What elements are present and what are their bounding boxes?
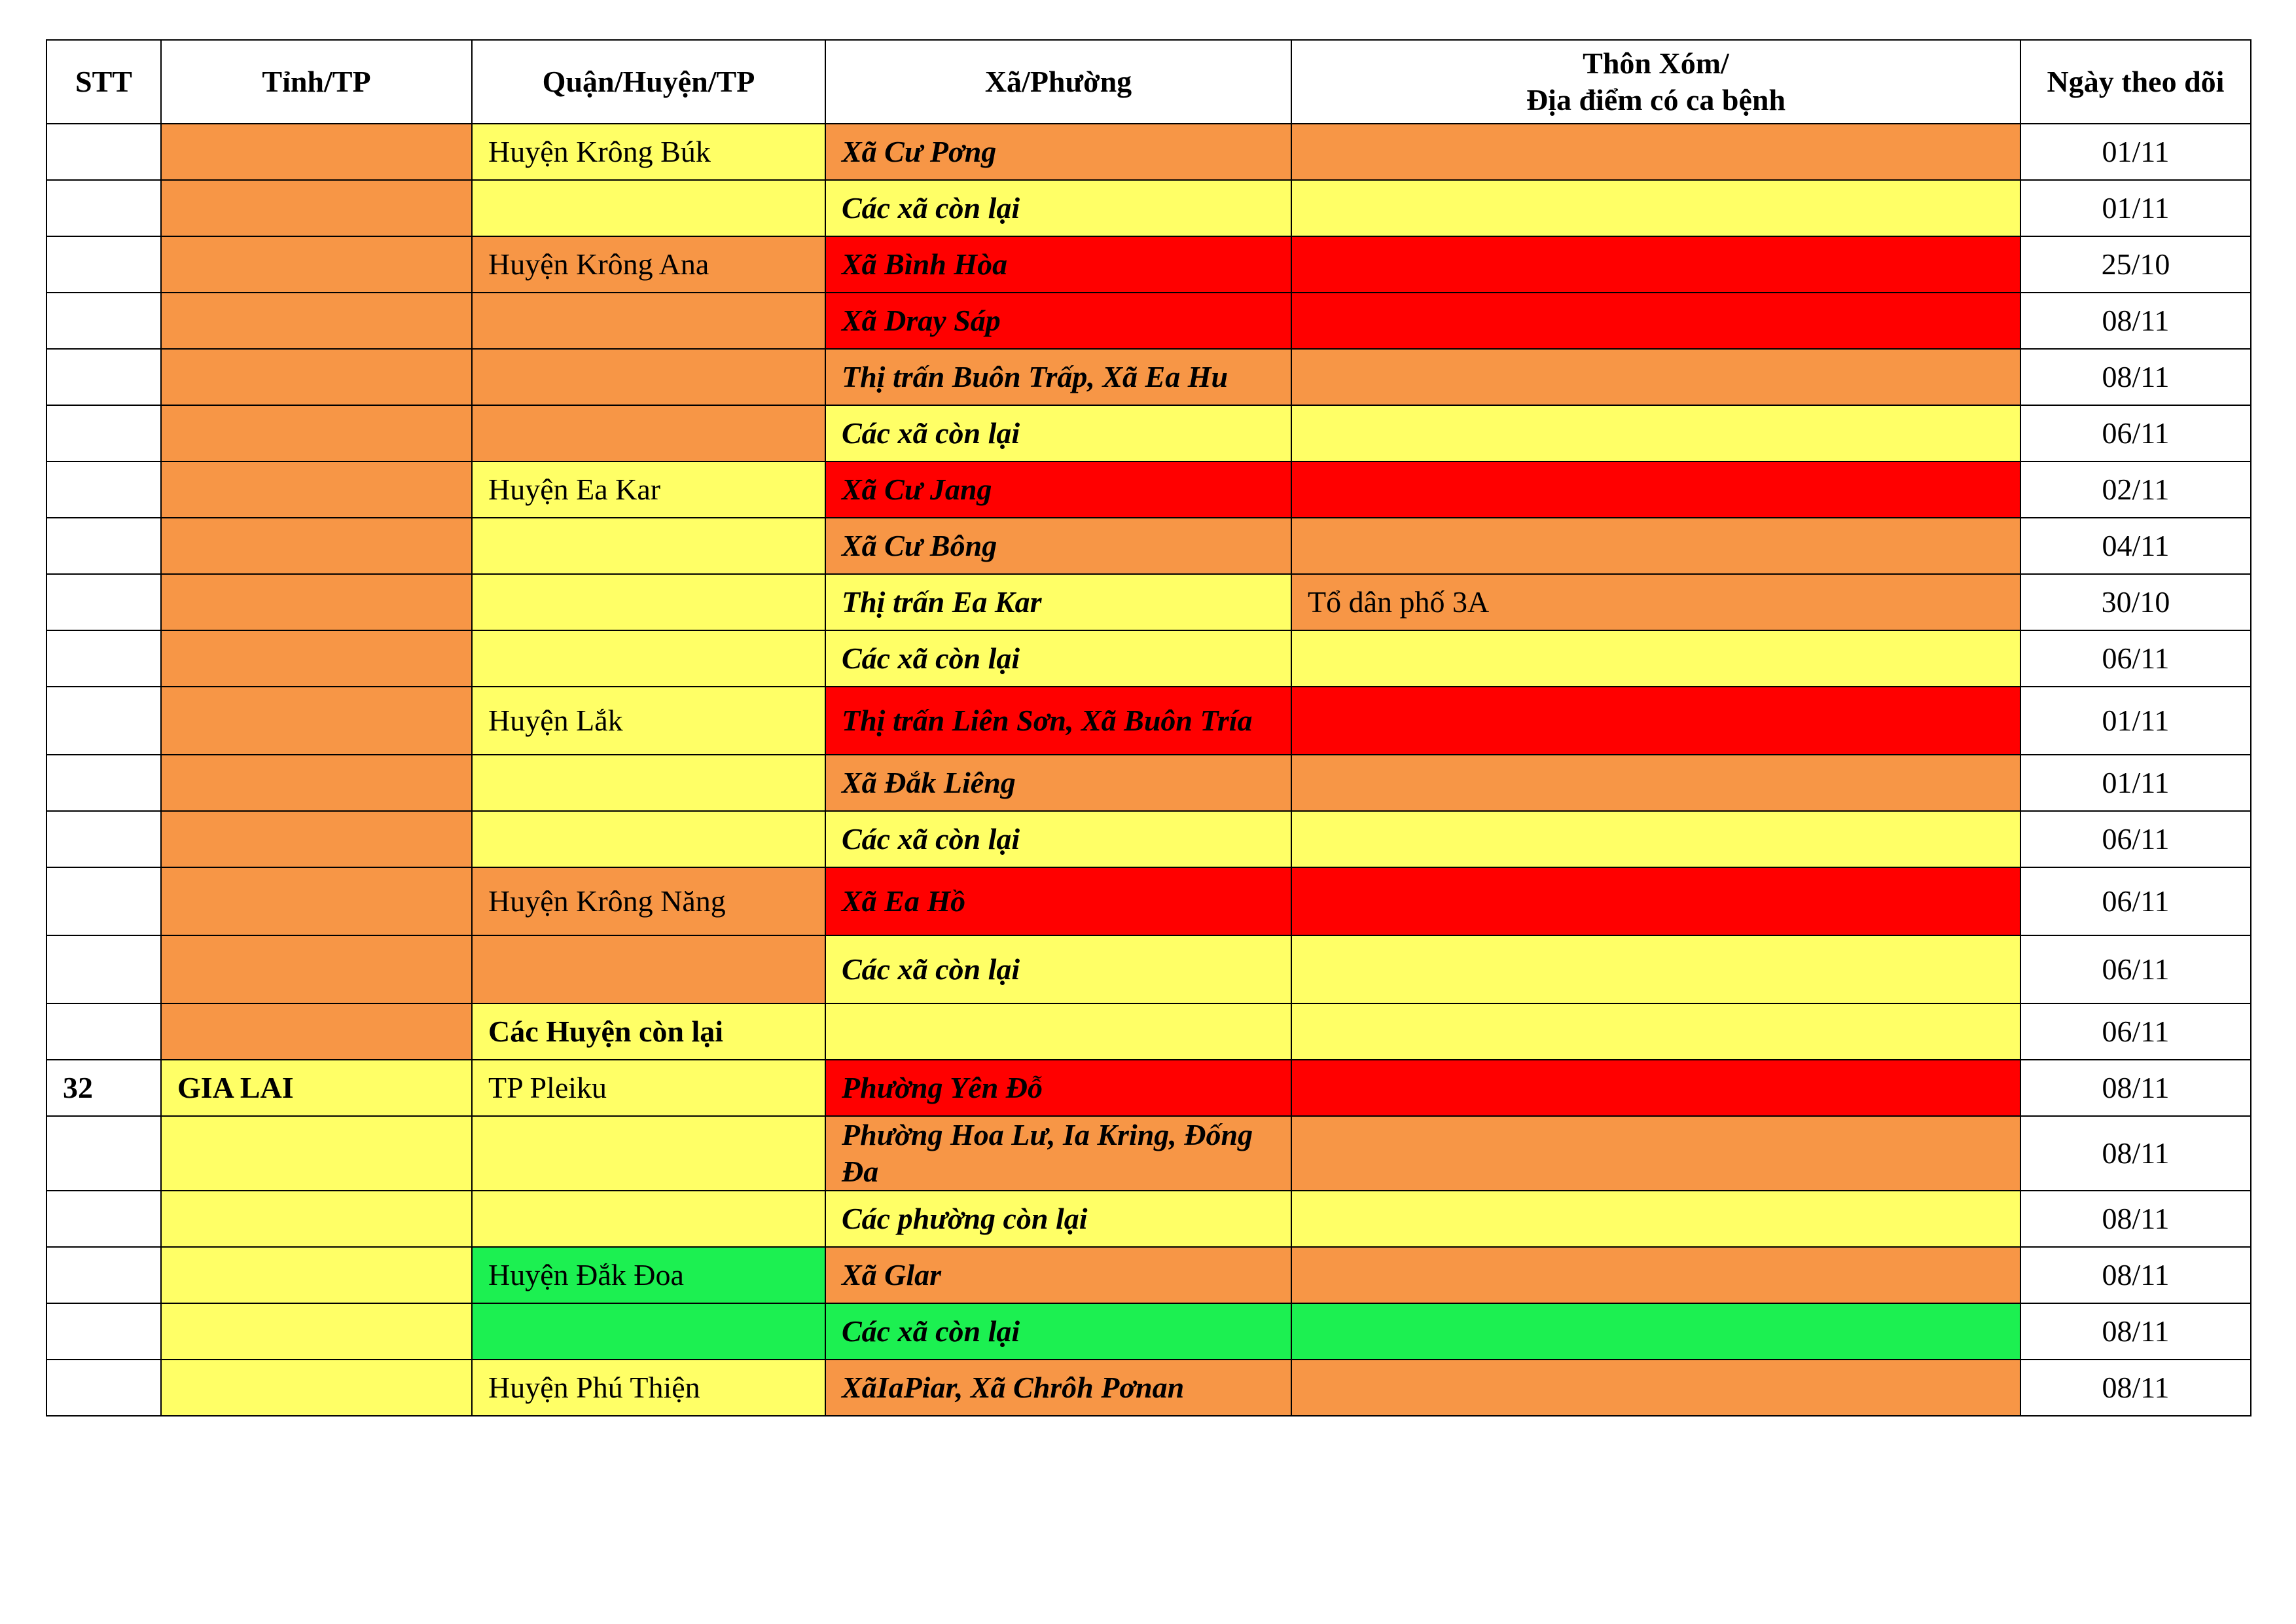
cell-date: 06/11 <box>2020 630 2251 687</box>
cell-district: Huyện Lắk <box>472 687 825 755</box>
cell-province <box>161 574 472 630</box>
cell-district <box>472 630 825 687</box>
cell-district: Các Huyện còn lại <box>472 1003 825 1060</box>
cell-province <box>161 755 472 811</box>
cell-district: Huyện Đắk Đoa <box>472 1247 825 1303</box>
cell-date: 01/11 <box>2020 124 2251 180</box>
cell-province <box>161 811 472 867</box>
table-row <box>46 180 2251 236</box>
table-row <box>46 867 2251 935</box>
cell-village <box>1291 867 2020 935</box>
header-province: Tỉnh/TP <box>161 40 472 124</box>
cell-stt <box>46 236 161 293</box>
cell-ward: Thị trấn Buôn Trấp, Xã Ea Hu <box>825 349 1291 405</box>
table-row <box>46 405 2251 461</box>
cell-district <box>472 1303 825 1360</box>
cell-district <box>472 811 825 867</box>
cell-ward: Xã Cư Jang <box>825 461 1291 518</box>
case-tracking-table <box>46 39 2251 1416</box>
cell-village <box>1291 349 2020 405</box>
cell-district <box>472 405 825 461</box>
cell-date: 01/11 <box>2020 755 2251 811</box>
cell-ward: Phường Hoa Lư, Ia Kring, Đống Đa <box>825 1116 1291 1191</box>
cell-province <box>161 518 472 574</box>
cell-province <box>161 180 472 236</box>
cell-district <box>472 518 825 574</box>
cell-ward: Các xã còn lại <box>825 811 1291 867</box>
cell-stt <box>46 687 161 755</box>
cell-stt <box>46 1247 161 1303</box>
cell-stt <box>46 124 161 180</box>
cell-date: 30/10 <box>2020 574 2251 630</box>
cell-province <box>161 630 472 687</box>
cell-ward: Xã Ea Hồ <box>825 867 1291 935</box>
cell-ward: Phường Yên Đỗ <box>825 1060 1291 1116</box>
cell-district <box>472 349 825 405</box>
cell-stt <box>46 1191 161 1247</box>
cell-date: 06/11 <box>2020 405 2251 461</box>
cell-province: GIA LAI <box>161 1060 472 1116</box>
cell-province <box>161 1360 472 1416</box>
cell-date: 04/11 <box>2020 518 2251 574</box>
cell-district <box>472 1116 825 1191</box>
cell-ward: Các xã còn lại <box>825 630 1291 687</box>
cell-stt <box>46 349 161 405</box>
table-row <box>46 935 2251 1003</box>
header-district: Quận/Huyện/TP <box>472 40 825 124</box>
cell-district: Huyện Phú Thiện <box>472 1360 825 1416</box>
cell-ward: Xã Cư Bông <box>825 518 1291 574</box>
cell-ward: Xã Dray Sáp <box>825 293 1291 349</box>
cell-village <box>1291 461 2020 518</box>
cell-village <box>1291 687 2020 755</box>
header-date: Ngày theo dõi <box>2020 40 2251 124</box>
cell-date: 08/11 <box>2020 293 2251 349</box>
cell-stt <box>46 405 161 461</box>
cell-date: 08/11 <box>2020 349 2251 405</box>
table-row <box>46 630 2251 687</box>
cell-village <box>1291 1060 2020 1116</box>
cell-district <box>472 1191 825 1247</box>
cell-province <box>161 687 472 755</box>
cell-province <box>161 124 472 180</box>
header-row <box>46 40 2251 124</box>
table-row <box>46 236 2251 293</box>
header-village-line1: Thôn Xóm/ <box>1583 46 1729 80</box>
header-village <box>1291 40 2020 124</box>
table-row <box>46 1360 2251 1416</box>
cell-province <box>161 405 472 461</box>
table-row <box>46 811 2251 867</box>
table-row <box>46 1247 2251 1303</box>
cell-date: 06/11 <box>2020 935 2251 1003</box>
table-row <box>46 1116 2251 1191</box>
table-row <box>46 1191 2251 1247</box>
cell-ward: Thị trấn Ea Kar <box>825 574 1291 630</box>
cell-date: 01/11 <box>2020 687 2251 755</box>
cell-village <box>1291 405 2020 461</box>
cell-ward: Các xã còn lại <box>825 180 1291 236</box>
cell-district: Huyện Krông Búk <box>472 124 825 180</box>
cell-stt <box>46 867 161 935</box>
cell-date: 02/11 <box>2020 461 2251 518</box>
cell-village <box>1291 124 2020 180</box>
table-row <box>46 518 2251 574</box>
cell-province <box>161 236 472 293</box>
cell-village <box>1291 293 2020 349</box>
cell-date: 06/11 <box>2020 1003 2251 1060</box>
cell-province <box>161 349 472 405</box>
cell-ward: Các phường còn lại <box>825 1191 1291 1247</box>
cell-ward: Xã Bình Hòa <box>825 236 1291 293</box>
cell-district <box>472 180 825 236</box>
cell-district <box>472 293 825 349</box>
table-row <box>46 1303 2251 1360</box>
cell-date: 08/11 <box>2020 1247 2251 1303</box>
table-row <box>46 124 2251 180</box>
cell-village <box>1291 1191 2020 1247</box>
cell-village <box>1291 755 2020 811</box>
cell-date: 08/11 <box>2020 1191 2251 1247</box>
table-row <box>46 1060 2251 1116</box>
header-stt: STT <box>46 40 161 124</box>
cell-ward: Các xã còn lại <box>825 405 1291 461</box>
cell-province <box>161 461 472 518</box>
cell-province <box>161 867 472 935</box>
table-row <box>46 755 2251 811</box>
cell-village <box>1291 630 2020 687</box>
cell-village <box>1291 236 2020 293</box>
cell-date: 08/11 <box>2020 1060 2251 1116</box>
header-village-line2: Địa điểm có ca bệnh <box>1526 83 1786 117</box>
cell-date: 06/11 <box>2020 811 2251 867</box>
cell-stt <box>46 461 161 518</box>
table-row <box>46 293 2251 349</box>
cell-village <box>1291 518 2020 574</box>
cell-stt <box>46 1360 161 1416</box>
cell-district <box>472 574 825 630</box>
cell-stt <box>46 811 161 867</box>
cell-village <box>1291 180 2020 236</box>
cell-date: 06/11 <box>2020 867 2251 935</box>
cell-province <box>161 935 472 1003</box>
table-row <box>46 687 2251 755</box>
cell-province <box>161 1247 472 1303</box>
cell-province <box>161 1003 472 1060</box>
cell-district <box>472 755 825 811</box>
cell-date: 01/11 <box>2020 180 2251 236</box>
cell-date: 25/10 <box>2020 236 2251 293</box>
cell-village <box>1291 1360 2020 1416</box>
cell-ward: Các xã còn lại <box>825 1303 1291 1360</box>
table-row <box>46 574 2251 630</box>
cell-stt <box>46 935 161 1003</box>
cell-district: Huyện Krông Ana <box>472 236 825 293</box>
cell-village <box>1291 1116 2020 1191</box>
cell-ward: Thị trấn Liên Sơn, Xã Buôn Tría <box>825 687 1291 755</box>
cell-province <box>161 1116 472 1191</box>
cell-village <box>1291 935 2020 1003</box>
cell-district <box>472 935 825 1003</box>
cell-ward: Xã Cư Pơng <box>825 124 1291 180</box>
cell-stt <box>46 180 161 236</box>
cell-province <box>161 1303 472 1360</box>
cell-village: Tổ dân phố 3A <box>1291 574 2020 630</box>
cell-ward <box>825 1003 1291 1060</box>
cell-stt <box>46 518 161 574</box>
cell-ward: Xã Đắk Liêng <box>825 755 1291 811</box>
cell-village <box>1291 811 2020 867</box>
table-row <box>46 1003 2251 1060</box>
cell-village <box>1291 1247 2020 1303</box>
cell-stt <box>46 630 161 687</box>
cell-stt <box>46 1116 161 1191</box>
cell-stt <box>46 1303 161 1360</box>
cell-date: 08/11 <box>2020 1360 2251 1416</box>
cell-stt <box>46 574 161 630</box>
cell-ward: Các xã còn lại <box>825 935 1291 1003</box>
cell-village <box>1291 1303 2020 1360</box>
cell-district: TP Pleiku <box>472 1060 825 1116</box>
table-body <box>46 124 2251 1416</box>
header-ward: Xã/Phường <box>825 40 1291 124</box>
cell-stt <box>46 755 161 811</box>
cell-ward: Xã Glar <box>825 1247 1291 1303</box>
cell-stt <box>46 1003 161 1060</box>
cell-ward: XãIaPiar, Xã Chrôh Pơnan <box>825 1360 1291 1416</box>
cell-stt: 32 <box>46 1060 161 1116</box>
table-row <box>46 349 2251 405</box>
cell-district: Huyện Krông Năng <box>472 867 825 935</box>
cell-date: 08/11 <box>2020 1116 2251 1191</box>
table-row <box>46 461 2251 518</box>
cell-stt <box>46 293 161 349</box>
cell-province <box>161 1191 472 1247</box>
cell-village <box>1291 1003 2020 1060</box>
cell-date: 08/11 <box>2020 1303 2251 1360</box>
cell-district: Huyện Ea Kar <box>472 461 825 518</box>
cell-province <box>161 293 472 349</box>
